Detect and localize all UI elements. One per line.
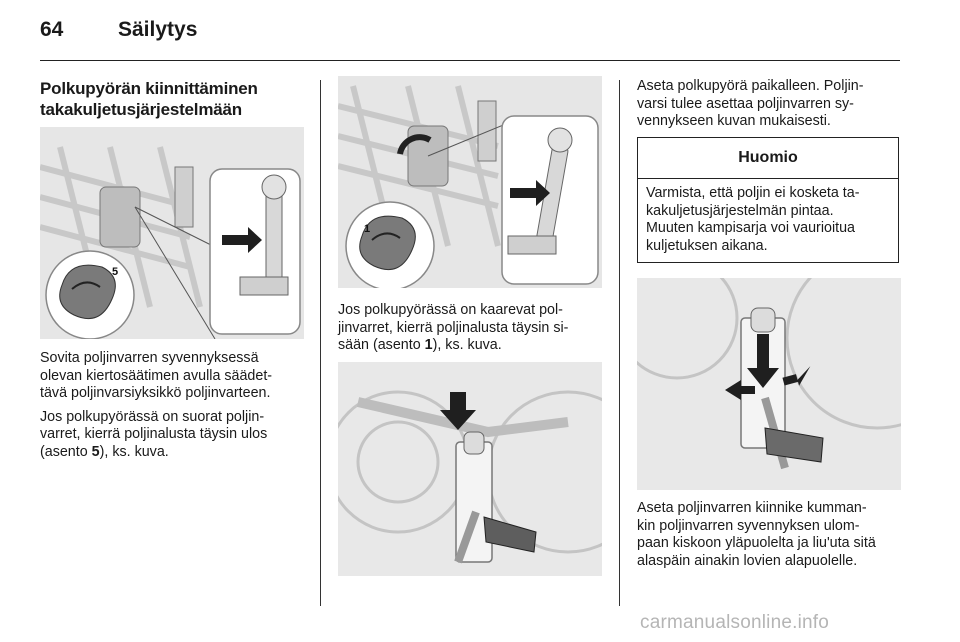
column-divider-2 (619, 80, 620, 606)
col1-paragraph-2: Jos polkupyörässä on suorat poljin- varret, kierrä poljinalusta täysin ulos (asento 5), ks. kuva. (40, 408, 268, 460)
col1-text (40, 350, 304, 461)
col1-paragraph-1: Sovita poljinvarren syvennyksessä olevan kiertosäätimen avulla säädet- tävä poljinvarsiyksikkö poljinvarteen. (40, 350, 273, 401)
page-number: 64 (40, 18, 64, 41)
notice-box (637, 137, 899, 263)
col3-paragraph-2: Aseta poljinvarren kiinnike kumman- kin poljinvarren syvennyksen ulom- paan kiskoon yläpuolelta ja liu'uta sitä alaspäin ainakin lovien alapuolelle. (637, 500, 876, 569)
col3-text-top (637, 78, 901, 131)
page-header (40, 18, 197, 42)
figure-pedal-arm-straight (40, 127, 304, 339)
figure-pedal-clamp (637, 278, 901, 490)
notice-body: Varmista, että poljin ei kosketa ta- kakuljetusjärjestelmän pintaa. Muuten kampisarja voi vaurioitua kuljetuksen aikana. (646, 185, 860, 254)
position-number-5: 5 (91, 443, 100, 460)
notice-title: Huomio (638, 138, 898, 179)
col3-text-bottom (637, 500, 901, 570)
page-title: Säilytys (118, 18, 198, 41)
figure-bike-on-carrier (338, 362, 602, 576)
section-title: Polkupyörän kiinnittäminen takakuljetusjärjestelmään (40, 79, 258, 119)
col3-paragraph-1: Aseta polkupyörä paikalleen. Poljin- varsi tulee asettaa poljinvarren sy- vennykseen kuvan mukaisesti. (637, 78, 864, 129)
position-number-1: 1 (424, 337, 433, 353)
header-rule (40, 60, 900, 61)
column-divider-1 (320, 80, 321, 606)
figure-2-dial-label: 1 (364, 223, 371, 235)
col2-paragraph-1: Jos polkupyörässä on kaarevat pol- jinvarret, kierrä poljinalusta täysin si- sään (asento 1), ks. kuva. (338, 302, 569, 353)
watermark-text: carmanualsonline.info (640, 612, 830, 633)
figure-1-dial-label: 5 (112, 266, 119, 278)
figure-pedal-arm-curved (338, 76, 602, 288)
col2-text (338, 302, 602, 355)
